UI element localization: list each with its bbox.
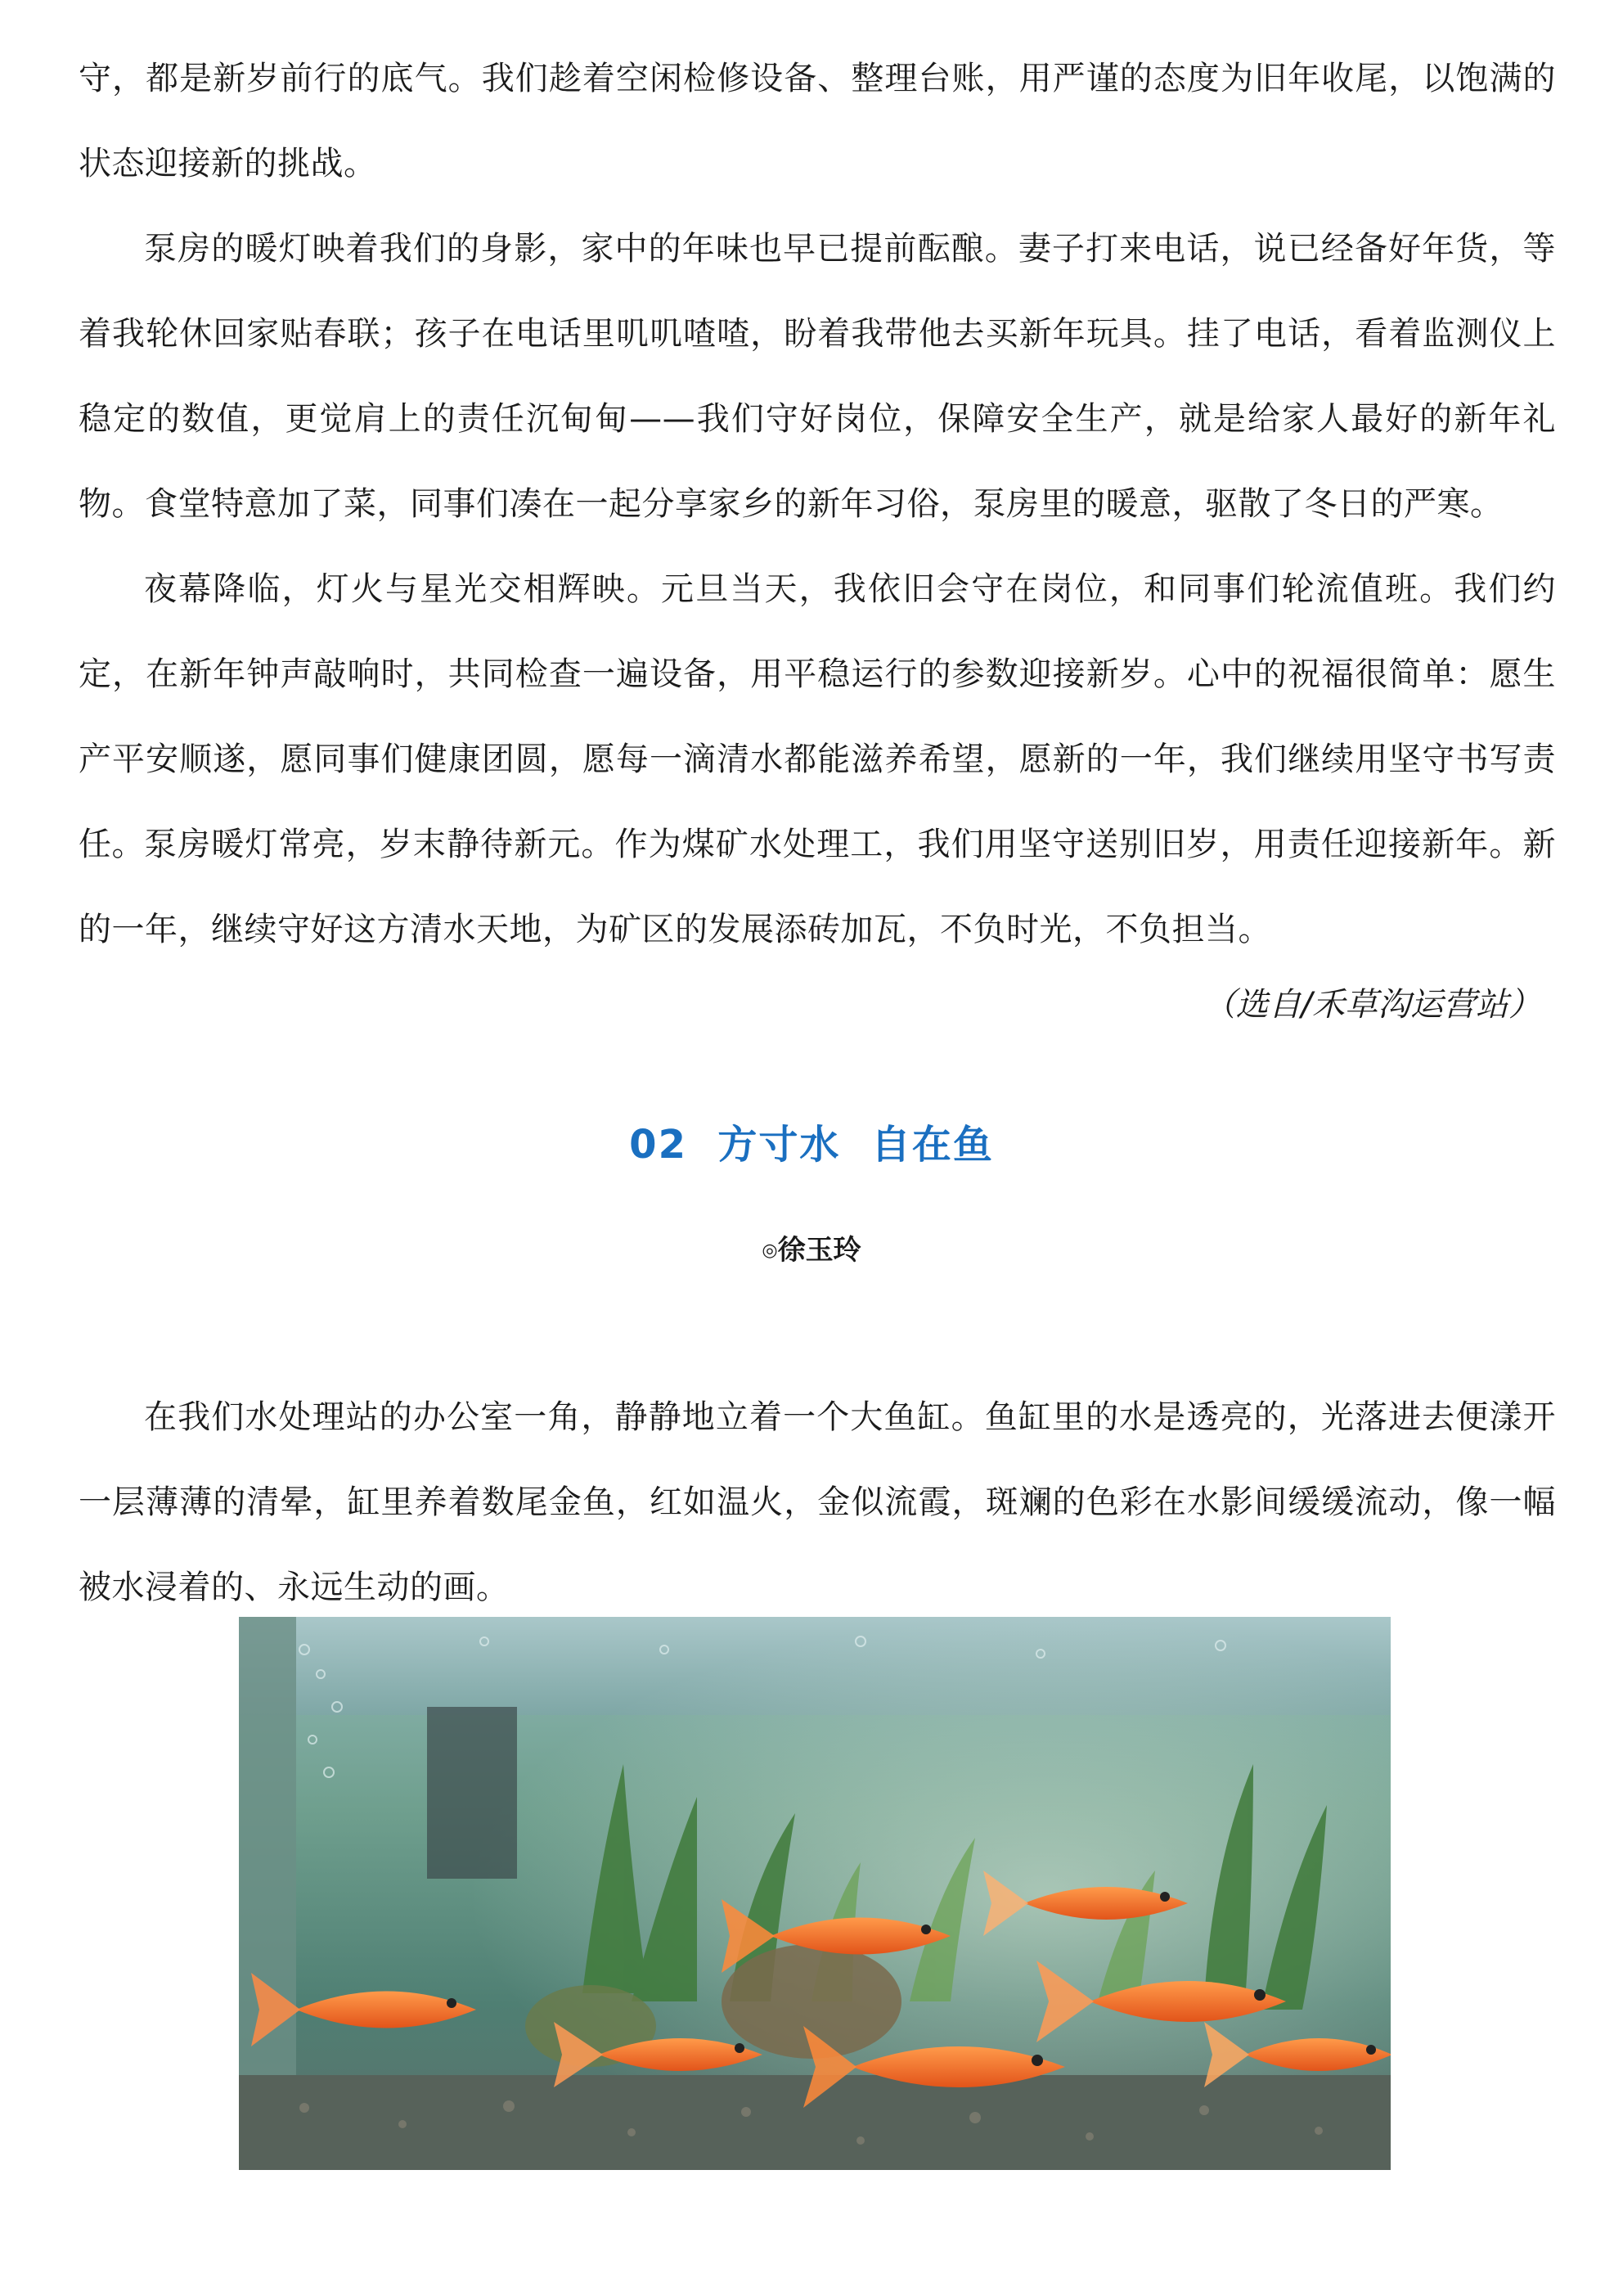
paragraph-family: 泵房的暖灯映着我们的身影，家中的年味也早已提前酝酿。妻子打来电话，说已经备好年货，等着我轮休回家贴春联；孩子在电话里叽叽喳喳，盼着我带他去买新年玩具。挂了电话，看着监测仪上稳定的数值，更觉肩上的责任沉甸甸——我们守好岗位，保障安全生产，就是给家人最好的新年礼物。食堂特意加了菜，同事们凑在一起分享家乡的新年习俗，泵房里的暖意，驱散了冬日的严寒。 bbox=[79, 230, 1556, 523]
paragraph-continued: 守，都是新岁前行的底气。我们趁着空闲检修设备、整理台账，用严谨的态度为旧年收尾，以饱满的状态迎接新的挑战。 bbox=[79, 60, 1556, 182]
source-note: （选自/禾草沟运营站） bbox=[1203, 986, 1541, 1024]
author-name: 徐玉玲 bbox=[777, 1234, 861, 1267]
paragraph-new-year-eve: 夜幕降临，灯火与星光交相辉映。元旦当天，我依旧会守在岗位，和同事们轮流值班。我们约定，在新年钟声敲响时，共同检查一遍设备，用平稳运行的参数迎接新岁。心中的祝福很简单：愿生产平安顺遂，愿同事们健康团圆，愿每一滴清水都能滋养希望，愿新的一年，我们继续用坚守书写责任。 bbox=[79, 570, 1556, 863]
paragraph-closing: 泵房暖灯常亮，岁末静待新元。作为煤矿水处理工，我们用坚守送别旧岁，用责任迎接新年。新的一年，继续守好这方清水天地，为矿区的发展添砖加瓦，不负时光，不负担当。 bbox=[79, 826, 1556, 948]
byline-mark: ◎ bbox=[762, 1240, 778, 1261]
goldfish-tank-photo bbox=[239, 1617, 1391, 2170]
section-title: 02 方寸水 自在鱼 bbox=[629, 1122, 994, 1168]
byline bbox=[0, 1227, 1623, 1267]
paragraph-fish-tank: 在我们水处理站的办公室一角，静静地立着一个大鱼缸。鱼缸里的水是透亮的，光落进去便漾开一层薄薄的清晕，缸里养着数尾金鱼，红如温火，金似流霞，斑斓的色彩在水影间缓缓流动，像一幅被水浸着的、永远生动的画。 bbox=[79, 1398, 1556, 1606]
